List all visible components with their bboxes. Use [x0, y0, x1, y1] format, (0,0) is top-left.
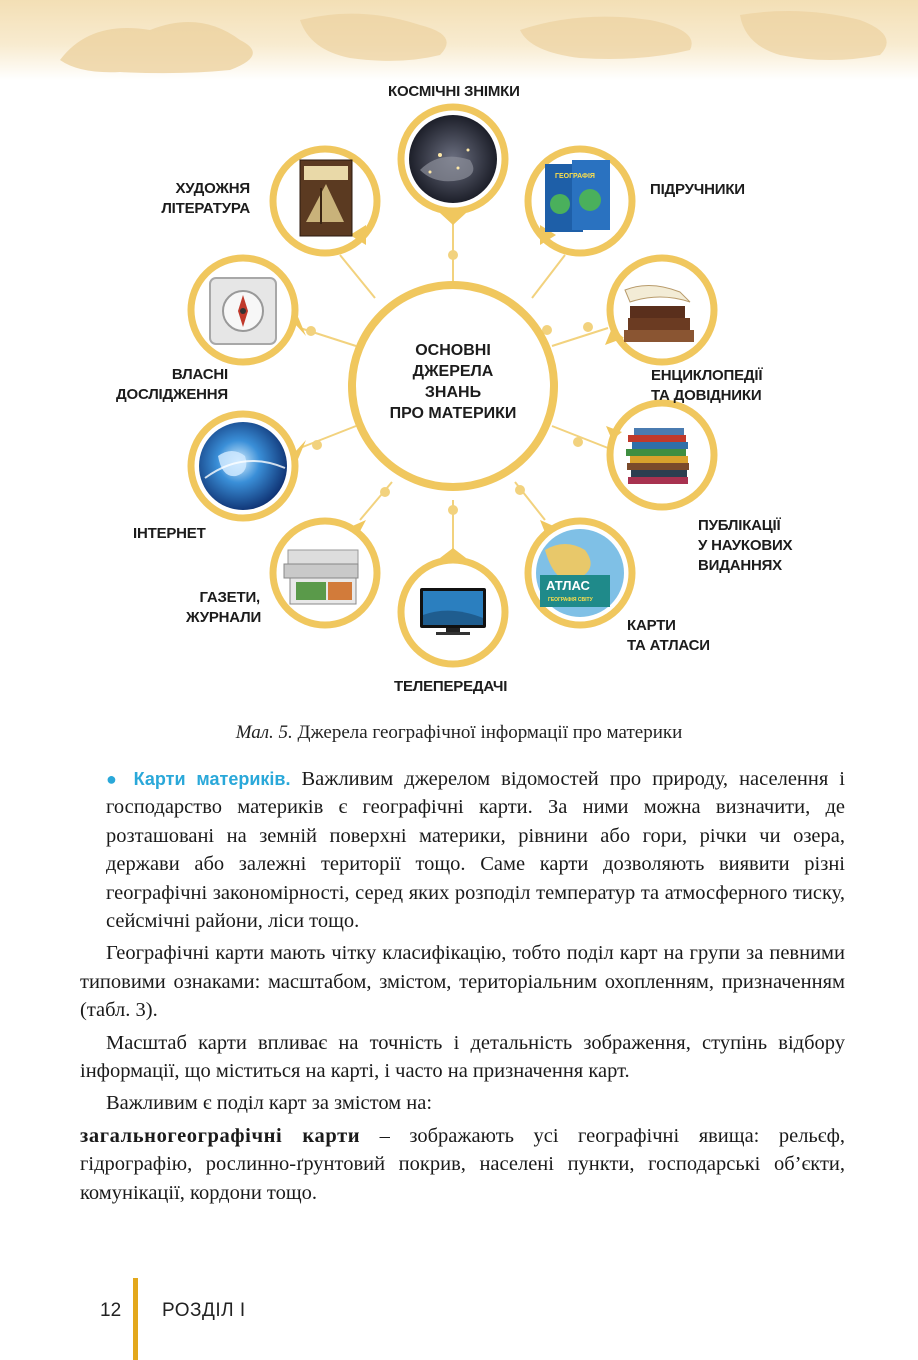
world-map-banner-image	[0, 0, 918, 80]
top-decorative-banner	[0, 0, 918, 80]
paragraph-content-division: Важливим є поділ карт за змістом на:	[106, 1092, 433, 1115]
term-general-maps: загальногеографічні карти	[80, 1124, 361, 1147]
textbooks-node	[528, 149, 632, 253]
label-fiction: ХУДОЖНЯ ЛІТЕРАТУРА	[161, 180, 250, 217]
space-images-node	[401, 107, 505, 225]
label-internet: ІНТЕРНЕТ	[133, 525, 206, 542]
section-name: РОЗДІЛ І	[162, 1300, 246, 1321]
figure-caption-text: Джерела географічної інформації про материки	[297, 722, 683, 743]
tv-programs-node	[401, 548, 505, 664]
internet-node	[191, 414, 306, 518]
figure-caption	[0, 722, 918, 744]
paragraph-scale: Масштаб карти впливає на точність і детальність зображення, ступінь відбору інформації, що міститься на карті, і часто на призначення карт.	[80, 1031, 845, 1083]
label-maps-atlases: КАРТИ ТА АТЛАСИ	[627, 617, 710, 654]
fiction-node	[273, 149, 377, 253]
page-number: 12	[100, 1300, 122, 1321]
section-heading-maps: ● Карти материків.	[106, 769, 291, 789]
atlas-title: АТЛАС	[546, 578, 590, 593]
label-newspapers-magazines: ГАЗЕТИ, ЖУРНАЛИ	[186, 589, 262, 626]
label-tv-programs: ТЕЛЕПЕРЕДАЧІ	[394, 678, 508, 695]
newspapers-magazines-node	[273, 520, 377, 625]
footer-divider	[133, 1278, 138, 1360]
paragraph-classification: Географічні карти мають чітку класифікацію, тобто поділ карт на групи за певними типовими ознаками: масштабом, змістом, територіальним охопленням, призначенням (табл. 3).	[80, 942, 845, 1022]
paragraph-5-text: – зображають усі географічні явища: рельєф, гідрографію, рослинно-ґрунтовий покрив, населені пункти, господарські об’єкти, комунікації, кордони тощо.	[80, 1124, 845, 1204]
atlas-subtitle: ГЕОГРАФІЯ СВІТУ	[548, 597, 593, 603]
label-publications: ПУБЛІКАЦІЇ У НАУКОВИХ ВИДАННЯХ	[698, 517, 793, 574]
textbook-cover-title: ГЕОГРАФІЯ	[555, 173, 595, 180]
label-textbooks: ПІДРУЧНИКИ	[650, 181, 745, 198]
paragraph-1-text: Важливим джерелом відомостей про природу, населення і господарство материків є географічні карти. За ними можна визначити, де розташовані на земній поверхні материки, рівнини або гори, річки чи озера, держави або залежні території тощо. Саме карти дозволяють виявити різні географічні закономірності, серед яких розподіл температур та атмосферного тиску, сейсмічні райони, ліси тощо.	[106, 768, 846, 933]
label-own-research: ВЛАСНІ ДОСЛІДЖЕННЯ	[116, 366, 228, 403]
own-research-node	[191, 258, 306, 362]
paragraph-maps-intro	[80, 765, 845, 935]
publications-node	[606, 403, 714, 507]
sources-diagram	[0, 80, 918, 710]
label-space-images: КОСМІЧНІ ЗНІМКИ	[388, 83, 520, 100]
encyclopedias-node	[605, 258, 714, 362]
figure-number: Мал. 5.	[235, 722, 293, 743]
maps-atlases-node	[528, 520, 632, 625]
center-title: ОСНОВНІ ДЖЕРЕЛА ЗНАНЬ ПРО МАТЕРИКИ	[389, 342, 517, 422]
main-text	[80, 765, 845, 1211]
label-encyclopedias: ЕНЦИКЛОПЕДІЇ ТА ДОВІДНИКИ	[651, 367, 763, 404]
paragraph-general-maps	[80, 1122, 845, 1207]
